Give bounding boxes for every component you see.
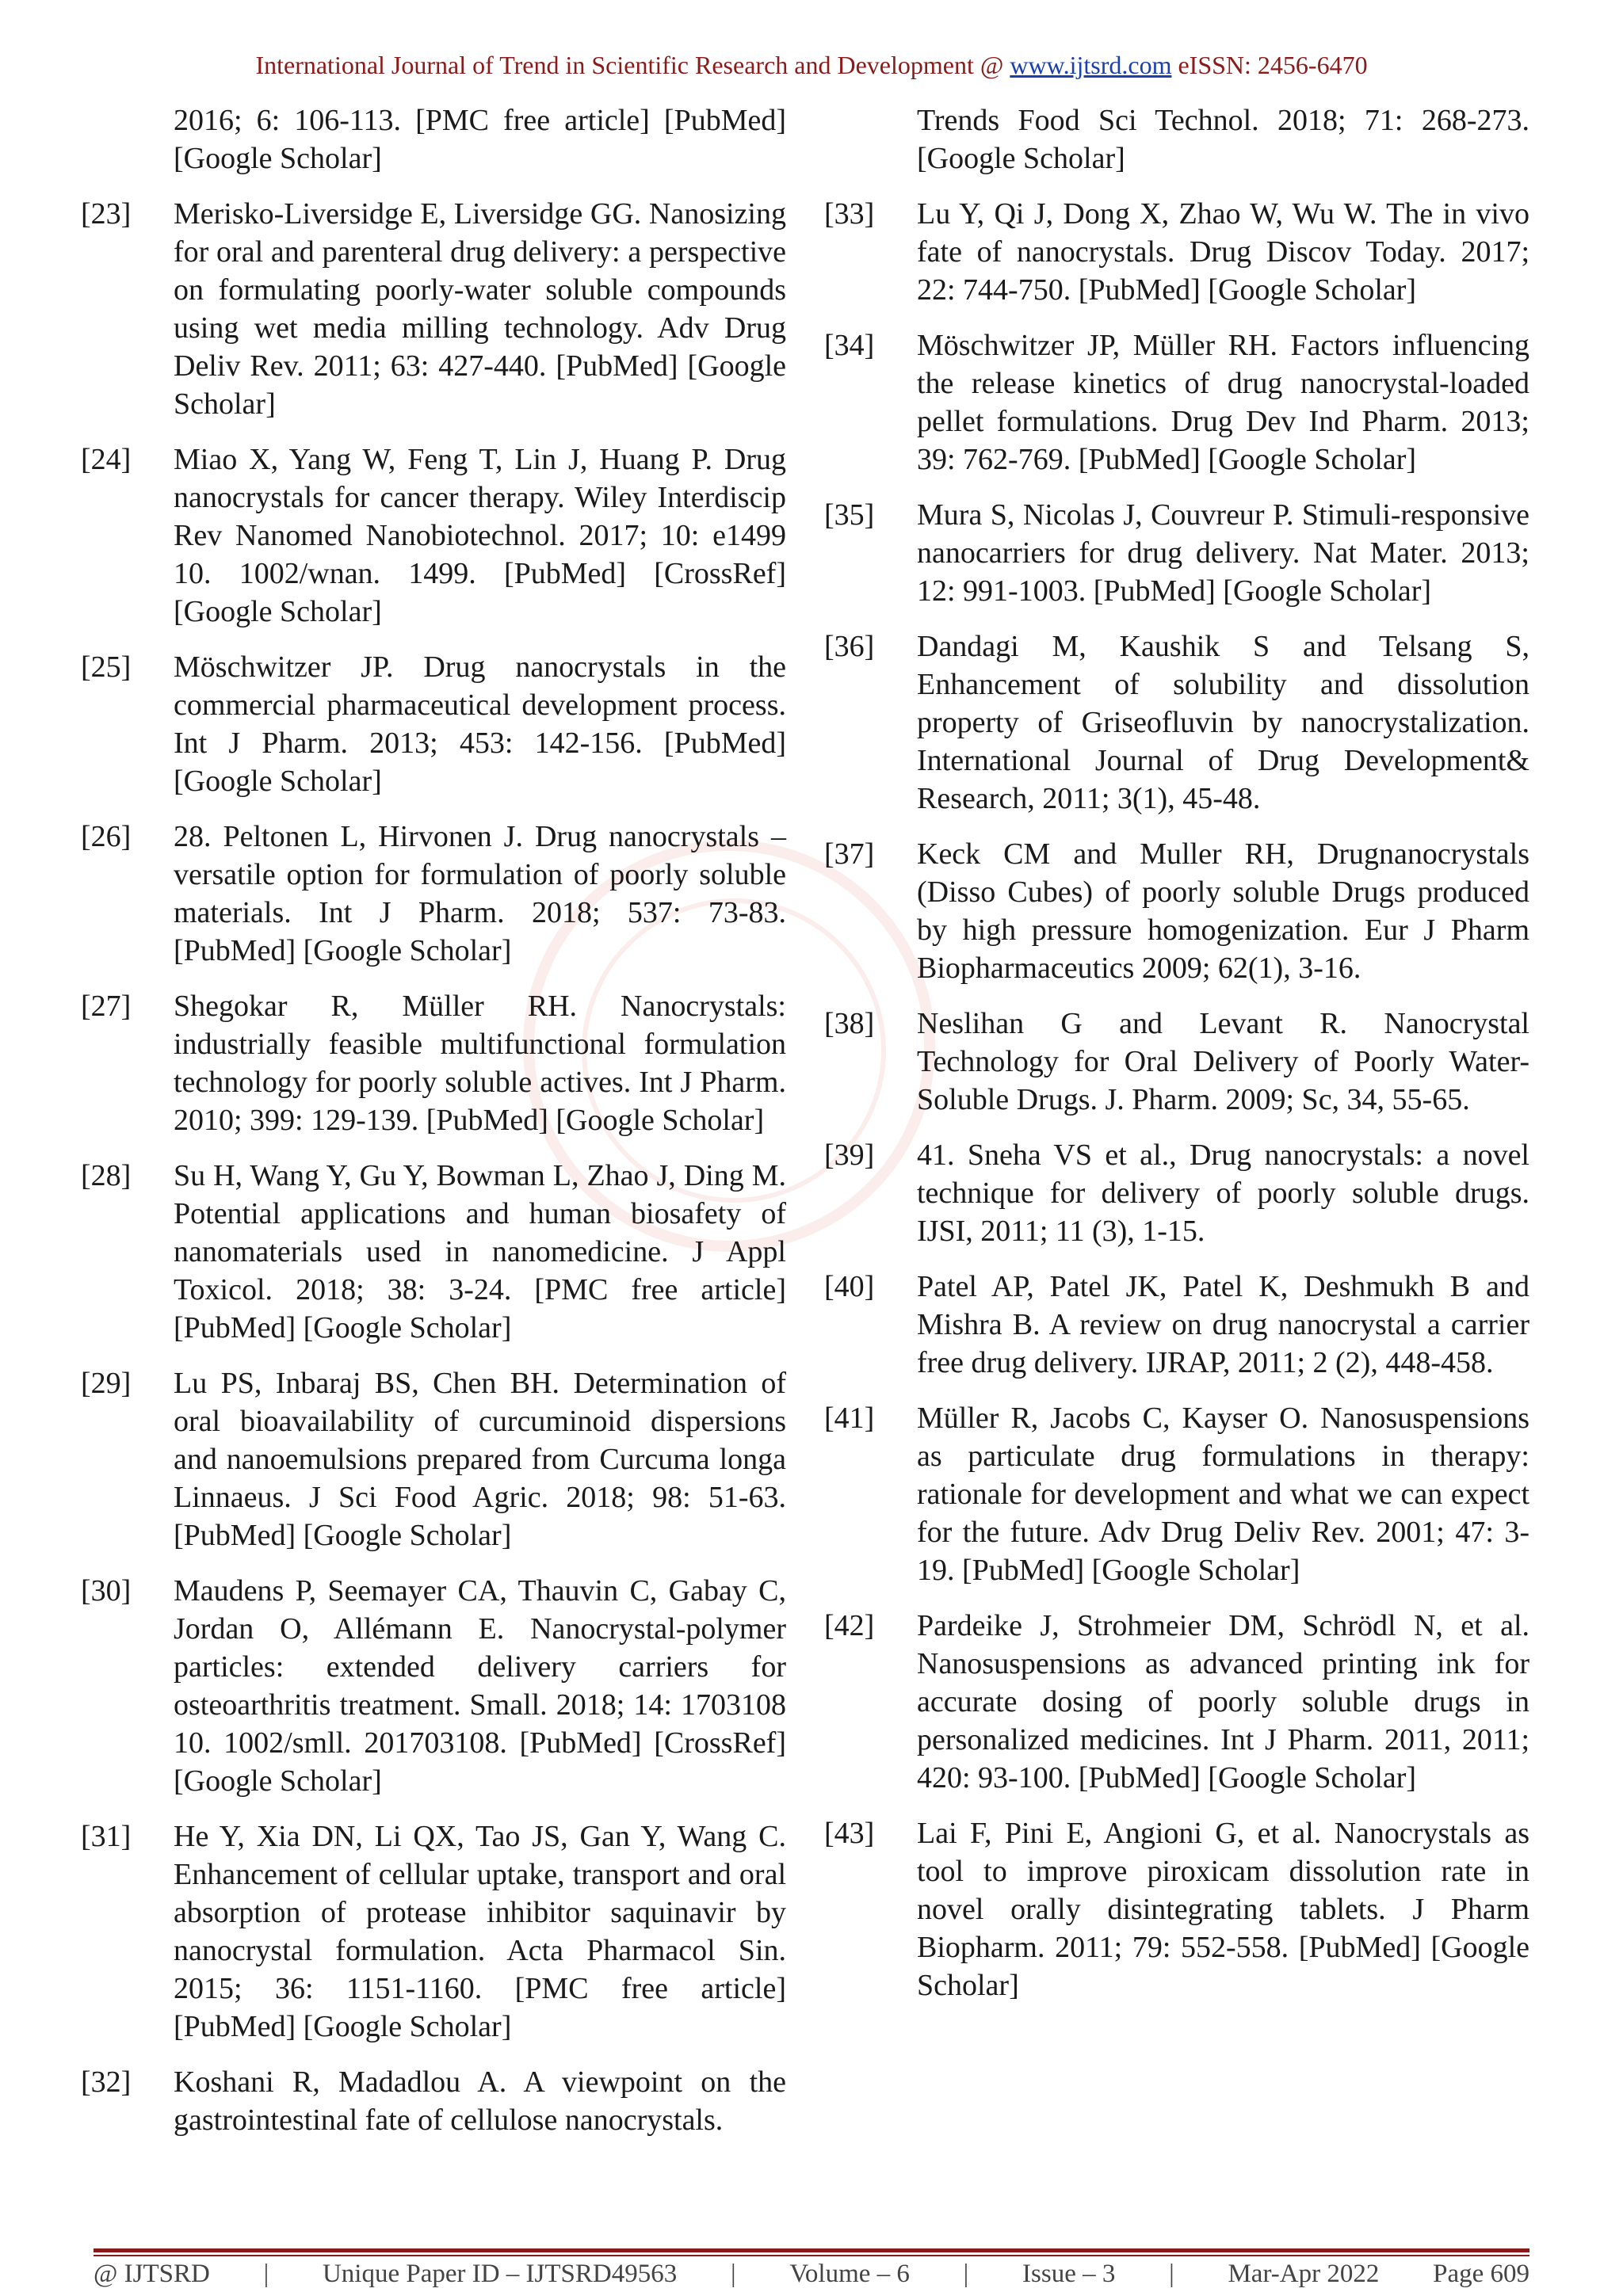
reference-text: 28. Peltonen L, Hirvonen J. Drug nanocrystals – versatile option for formulation of poorly soluble materials. Int J Pharm. 2018; 537: 73-83. [PubMed] [Google Scholar] bbox=[174, 820, 786, 967]
reference-number: [31] bbox=[81, 1820, 132, 1853]
footer-journal: @ IJTSRD bbox=[94, 2260, 210, 2288]
reference-text: Maudens P, Seemayer CA, Thauvin C, Gabay C, Jordan O, Allémann E. Nanocrystal-polymer particles: extended delivery carriers for osteoarthritis treatment. Small. 2018; 14: 1703108 10. 1002/smll. 201703108. [PubMed] [CrossRef] [Google Scholar] bbox=[174, 1574, 786, 1798]
reference-number: [30] bbox=[81, 1574, 132, 1608]
reference-number: [36] bbox=[824, 630, 875, 663]
reference-item bbox=[824, 1814, 1529, 2004]
reference-text: Dandagi M, Kaushik S and Telsang S, Enhancement of solubility and dissolution property of Griseofluvin by nanocrystalization. International Journal of Drug Development& Research, 2011; 3(1), 45-48. bbox=[917, 630, 1529, 815]
footer-issue: Issue – 3 bbox=[1022, 2260, 1116, 2288]
reference-item bbox=[81, 2063, 786, 2139]
reference-continuation: Trends Food Sci Technol. 2018; 71: 268-273. [Google Scholar] bbox=[917, 104, 1529, 175]
footer-divider-thin bbox=[94, 2255, 1529, 2256]
reference-number: [37] bbox=[824, 837, 875, 871]
reference-number: [41] bbox=[824, 1402, 875, 1435]
footer-separator: | bbox=[963, 2260, 969, 2288]
reference-item bbox=[81, 1157, 786, 1347]
reference-number: [38] bbox=[824, 1007, 875, 1040]
reference-continuation: 2016; 6: 106-113. [PMC free article] [PubMed] [Google Scholar] bbox=[174, 104, 786, 175]
reference-item bbox=[824, 195, 1529, 309]
reference-text: Keck CM and Muller RH, Drugnanocrystals (Disso Cubes) of poorly soluble Drugs produced by high pressure homogenization. Eur J Pharm Biopharmaceutics 2009; 62(1), 3-16. bbox=[917, 837, 1529, 985]
reference-item bbox=[81, 987, 786, 1139]
reference-number: [42] bbox=[824, 1609, 875, 1642]
reference-text: Mura S, Nicolas J, Couvreur P. Stimuli-responsive nanocarriers for drug delivery. Nat Mater. 2013; 12: 991-1003. [PubMed] [Google Scholar] bbox=[917, 498, 1529, 608]
footer-paper-id: Unique Paper ID – IJTSRD49563 bbox=[322, 2260, 678, 2288]
footer-volume: Volume – 6 bbox=[789, 2260, 910, 2288]
reference-item bbox=[824, 835, 1529, 987]
reference-number: [25] bbox=[81, 650, 132, 684]
reference-text: He Y, Xia DN, Li QX, Tao JS, Gan Y, Wang C. Enhancement of cellular uptake, transport and oral absorption of protease inhibitor saquinavir by nanocrystal formulation. Acta Pharmacol Sin. 2015; 36: 1151-1160. [PMC free article] [PubMed] [Google Scholar] bbox=[174, 1820, 786, 2043]
reference-number: [28] bbox=[81, 1159, 132, 1192]
reference-item bbox=[824, 1136, 1529, 1250]
reference-number: [26] bbox=[81, 820, 132, 853]
reference-text: Patel AP, Patel JK, Patel K, Deshmukh B and Mishra B. A review on drug nanocrystal a carrier free drug delivery. IJRAP, 2011; 2 (2), 448-458. bbox=[917, 1270, 1529, 1379]
reference-text: Koshani R, Madadlou A. A viewpoint on the gastrointestinal fate of cellulose nanocrystals. bbox=[174, 2065, 786, 2137]
reference-text: 41. Sneha VS et al., Drug nanocrystals: a novel technique for delivery of poorly soluble drugs. IJSI, 2011; 11 (3), 1-15. bbox=[917, 1138, 1529, 1248]
reference-number: [35] bbox=[824, 498, 875, 532]
reference-number: [40] bbox=[824, 1270, 875, 1303]
reference-text: Lu Y, Qi J, Dong X, Zhao W, Wu W. The in vivo fate of nanocrystals. Drug Discov Today. 2017; 22: 744-750. [PubMed] [Google Scholar] bbox=[917, 197, 1529, 307]
reference-item bbox=[824, 627, 1529, 818]
reference-text: Müller R, Jacobs C, Kayser O. Nanosuspensions as particulate drug formulations in therapy: rationale for development and what we can expect for the future. Adv Drug Deliv Rev. 2001; 47: 3-19. [PubMed] [Google Scholar] bbox=[917, 1402, 1529, 1587]
footer-separator: | bbox=[263, 2260, 269, 2288]
reference-item bbox=[81, 1364, 786, 1554]
reference-number: [32] bbox=[81, 2065, 132, 2099]
reference-item bbox=[824, 1005, 1529, 1119]
reference-item bbox=[81, 1572, 786, 1800]
reference-text: Möschwitzer JP, Müller RH. Factors influencing the release kinetics of drug nanocrystal-loaded pellet formulations. Drug Dev Ind Pharm. 2013; 39: 762-769. [PubMed] [Google Scholar] bbox=[917, 329, 1529, 476]
footer-page-number: Page 609 bbox=[1433, 2260, 1529, 2288]
reference-number: [23] bbox=[81, 197, 132, 231]
reference-text: Neslihan G and Levant R. Nanocrystal Technology for Oral Delivery of Poorly Water-Soluble Drugs. J. Pharm. 2009; Sc, 34, 55-65. bbox=[917, 1007, 1529, 1116]
reference-number: [34] bbox=[824, 329, 875, 362]
reference-number: [27] bbox=[81, 990, 132, 1023]
reference-item bbox=[81, 648, 786, 800]
footer-separator: | bbox=[730, 2260, 736, 2288]
left-reference-column bbox=[81, 101, 786, 2157]
reference-text: Möschwitzer JP. Drug nanocrystals in the commercial pharmaceutical development process. Int J Pharm. 2013; 453: 142-156. [PubMed] [Google Scholar] bbox=[174, 650, 786, 798]
reference-text: Pardeike J, Strohmeier DM, Schrödl N, et al. Nanosuspensions as advanced printing ink for accurate dosing of poorly soluble drugs in personalized medicines. Int J Pharm. 2011, 2011; 420: 93-100. [PubMed] [Google Scholar] bbox=[917, 1609, 1529, 1794]
reference-text: Lai F, Pini E, Angioni G, et al. Nanocrystals as tool to improve piroxicam dissolution rate in novel orally disintegrating tablets. J Pharm Biopharm. 2011; 79: 552-558. [PubMed] [Google Scholar] bbox=[917, 1817, 1529, 2002]
reference-item bbox=[81, 441, 786, 631]
footer-date: Mar-Apr 2022 bbox=[1228, 2260, 1380, 2288]
header-journal-title: International Journal of Trend in Scientific Research and Development @ bbox=[255, 51, 1004, 79]
reference-item bbox=[824, 1399, 1529, 1589]
reference-text: Merisko-Liversidge E, Liversidge GG. Nanosizing for oral and parenteral drug delivery: a perspective on formulating poorly-water soluble compounds using wet media milling technology. Adv Drug Deliv Rev. 2011; 63: 427-440. [PubMed] [Google Scholar] bbox=[174, 197, 786, 421]
reference-item bbox=[824, 496, 1529, 610]
right-reference-column bbox=[824, 101, 1529, 2022]
reference-item bbox=[824, 1268, 1529, 1382]
reference-number: [33] bbox=[824, 197, 875, 231]
running-header bbox=[0, 51, 1623, 80]
header-issn: eISSN: 2456-6470 bbox=[1178, 51, 1368, 79]
reference-item bbox=[824, 1607, 1529, 1797]
reference-text: Lu PS, Inbaraj BS, Chen BH. Determination of oral bioavailability of curcuminoid dispersions and nanoemulsions prepared from Curcuma longa Linnaeus. J Sci Food Agric. 2018; 98: 51-63. [PubMed] [Google Scholar] bbox=[174, 1367, 786, 1552]
reference-number: [24] bbox=[81, 443, 132, 476]
reference-number: [43] bbox=[824, 1817, 875, 1850]
reference-text: Shegokar R, Müller RH. Nanocrystals: industrially feasible multifunctional formulation technology for poorly soluble actives. Int J Pharm. 2010; 399: 129-139. [PubMed] [Google Scholar] bbox=[174, 990, 786, 1137]
reference-number: [29] bbox=[81, 1367, 132, 1400]
footer-divider bbox=[94, 2248, 1529, 2252]
reference-number: [39] bbox=[824, 1138, 875, 1172]
reference-text: Su H, Wang Y, Gu Y, Bowman L, Zhao J, Ding M. Potential applications and human biosafety of nanomaterials used in nanomedicine. J Appl Toxicol. 2018; 38: 3-24. [PMC free article] [PubMed] [Google Scholar] bbox=[174, 1159, 786, 1344]
reference-item bbox=[81, 1817, 786, 2046]
reference-item bbox=[81, 818, 786, 970]
reference-item bbox=[81, 195, 786, 423]
reference-item bbox=[824, 326, 1529, 479]
footer-separator: | bbox=[1169, 2260, 1174, 2288]
reference-text: Miao X, Yang W, Feng T, Lin J, Huang P. Drug nanocrystals for cancer therapy. Wiley Interdiscip Rev Nanomed Nanobiotechnol. 2017; 10: e1499 10. 1002/wnan. 1499. [PubMed] [CrossRef] [Google Scholar] bbox=[174, 443, 786, 628]
journal-website-link[interactable]: www.ijtsrd.com bbox=[1010, 51, 1172, 79]
running-footer bbox=[94, 2260, 1529, 2289]
